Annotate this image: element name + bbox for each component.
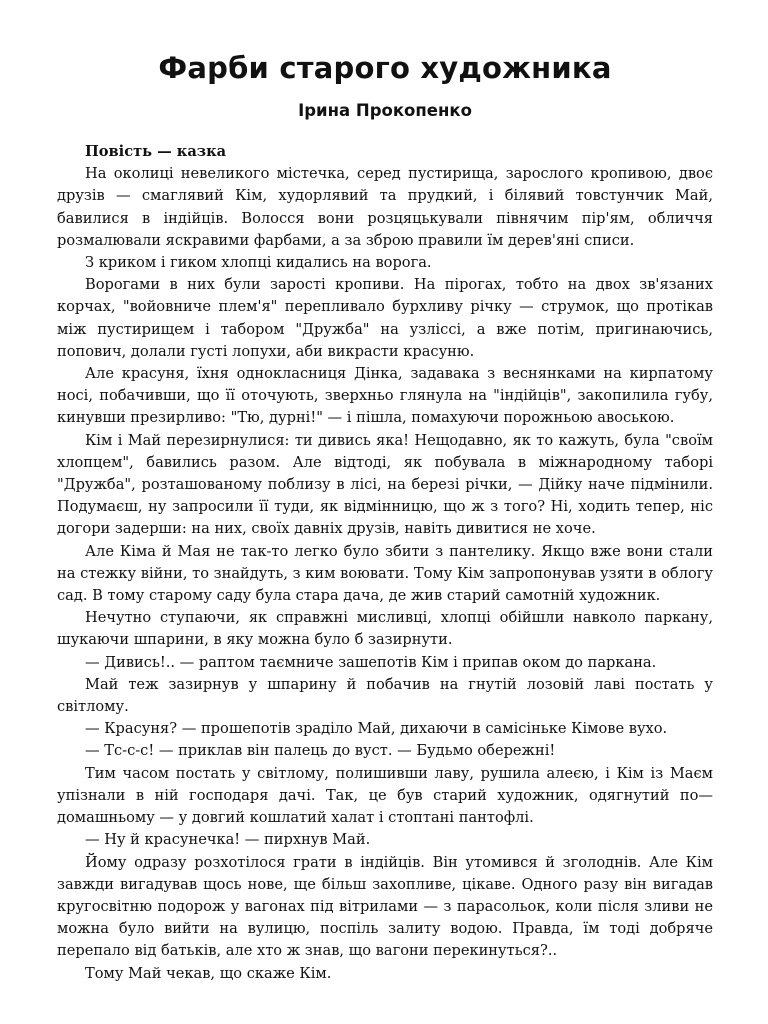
paragraph: — Ну й красунечка! — пирхнув Май. (85, 831, 371, 849)
document-author: Ірина Прокопенко (298, 101, 472, 120)
paragraph: Йому одразу розхотілося грати в індійців. Він утомився й зголоднів. Але Кім завжди вигадував щось нове, ще більш захопливе, цікаве. Одного разу він вигадав кругосвітню подорож у вагонах під вітрилами — з парасольок, коли після зливи не можна було вийти на вулицю, поспіль залиту водою. Правда, їм тоді добряче перепало від батьків, але хто ж знав, що вагони перекинуться?.. (57, 853, 713, 960)
paragraph: Але красуня, їхня однокласниця Дінка, задавака з веснянками на кирпатому носі, побачивши, що її оточують, зверхньо глянула на "індійців", закопилила губу, кинувши презирливо: "Тю, дурні!" — і пішла, помахуючи порожньою авоською. (57, 365, 713, 427)
paragraph: Тому Май чекав, що скаже Кім. (85, 964, 332, 982)
paragraph: Тим часом постать у світлому, полишивши лаву, рушила алеєю, і Кім із Маєм упізнали в ній господаря дачі. Так, це був старий художник, одягнутий по—домашньому — у довгий кошлатий халат і стоптані пантофлі. (57, 764, 713, 827)
paragraph: Ворогами в них були зарості кропиви. На пірогах, тобто на двох зв'язаних корчах, "войовниче плем'я" перепливало бурхливу річку — струмок, що протікав між пустирищем і табором "Дружба" на узліссі, а вже потім, пригинаючись, попович, долали густі лопухи, аби викрасти красуню. (57, 276, 713, 360)
paragraph: З криком і гиком хлопці кидались на ворога. (85, 254, 432, 272)
paragraph: На околиці невеликого містечка, серед пустирища, зарослого кропивою, двоє друзів — смаглявий Кім, худорлявий та прудкий, і білявий товстунчик Май, бавилися в індійців. Волосся вони розцяцькували пiвнячим пір'ям, обличчя розмалювали яскравими фарбами, а за зброю правили їм дерев'яні списи. (57, 165, 713, 249)
paragraph: — Красуня? — прошепотів зрадiло Май, дихаючи в самісіньке Кімове вухо. (85, 720, 668, 738)
paragraph: Май теж зазирнув у шпарину й побачив на гнутій лозовій лаві постать у світлому. (57, 675, 713, 716)
paragraph: — Тс-с-с! — приклав він палець до вуст. — Будьмо обережні! (85, 742, 556, 760)
paragraph: — Дивись!.. — раптом таємниче зашепотів Кім і припав оком до паркана. (85, 653, 657, 671)
paragraph: Але Кіма й Мая не так-то легко було збити з пантелику. Якщо вже вони стали на стежку війни, то знайдуть, з ким воювати. Тому Кім запропонував узяти в облогу сад. В тому старому саду була стара дача, де жив старий самотній художник. (57, 542, 713, 605)
document-body (57, 141, 713, 985)
document-title: Фарби старого художника (158, 51, 612, 85)
paragraph: Нечутно ступаючи, як справжні мисливці, хлопці обійшли навколо паркану, шукаючи шпарини, в яку можна було б зазирнути. (57, 609, 713, 649)
paragraph: Кім і Май перезирнулися: ти дивись яка! Нещодавно, як то кажуть, була "своїм хлопцем", бавились разом. Але відтоді, як побувала в міжнародному таборі "Дружба", розташованому поблизу в лісі, на березі річки, — Дійку наче підмінили. Подумаєш, ну запросили її туди, як відмінницю, що ж з того? Ні, ходить тепер, ніс догори задерши: на них, своїх давніх друзів, навіть дивитися не хоче. (57, 431, 713, 538)
document-subtitle: Повість — казка (85, 143, 227, 160)
